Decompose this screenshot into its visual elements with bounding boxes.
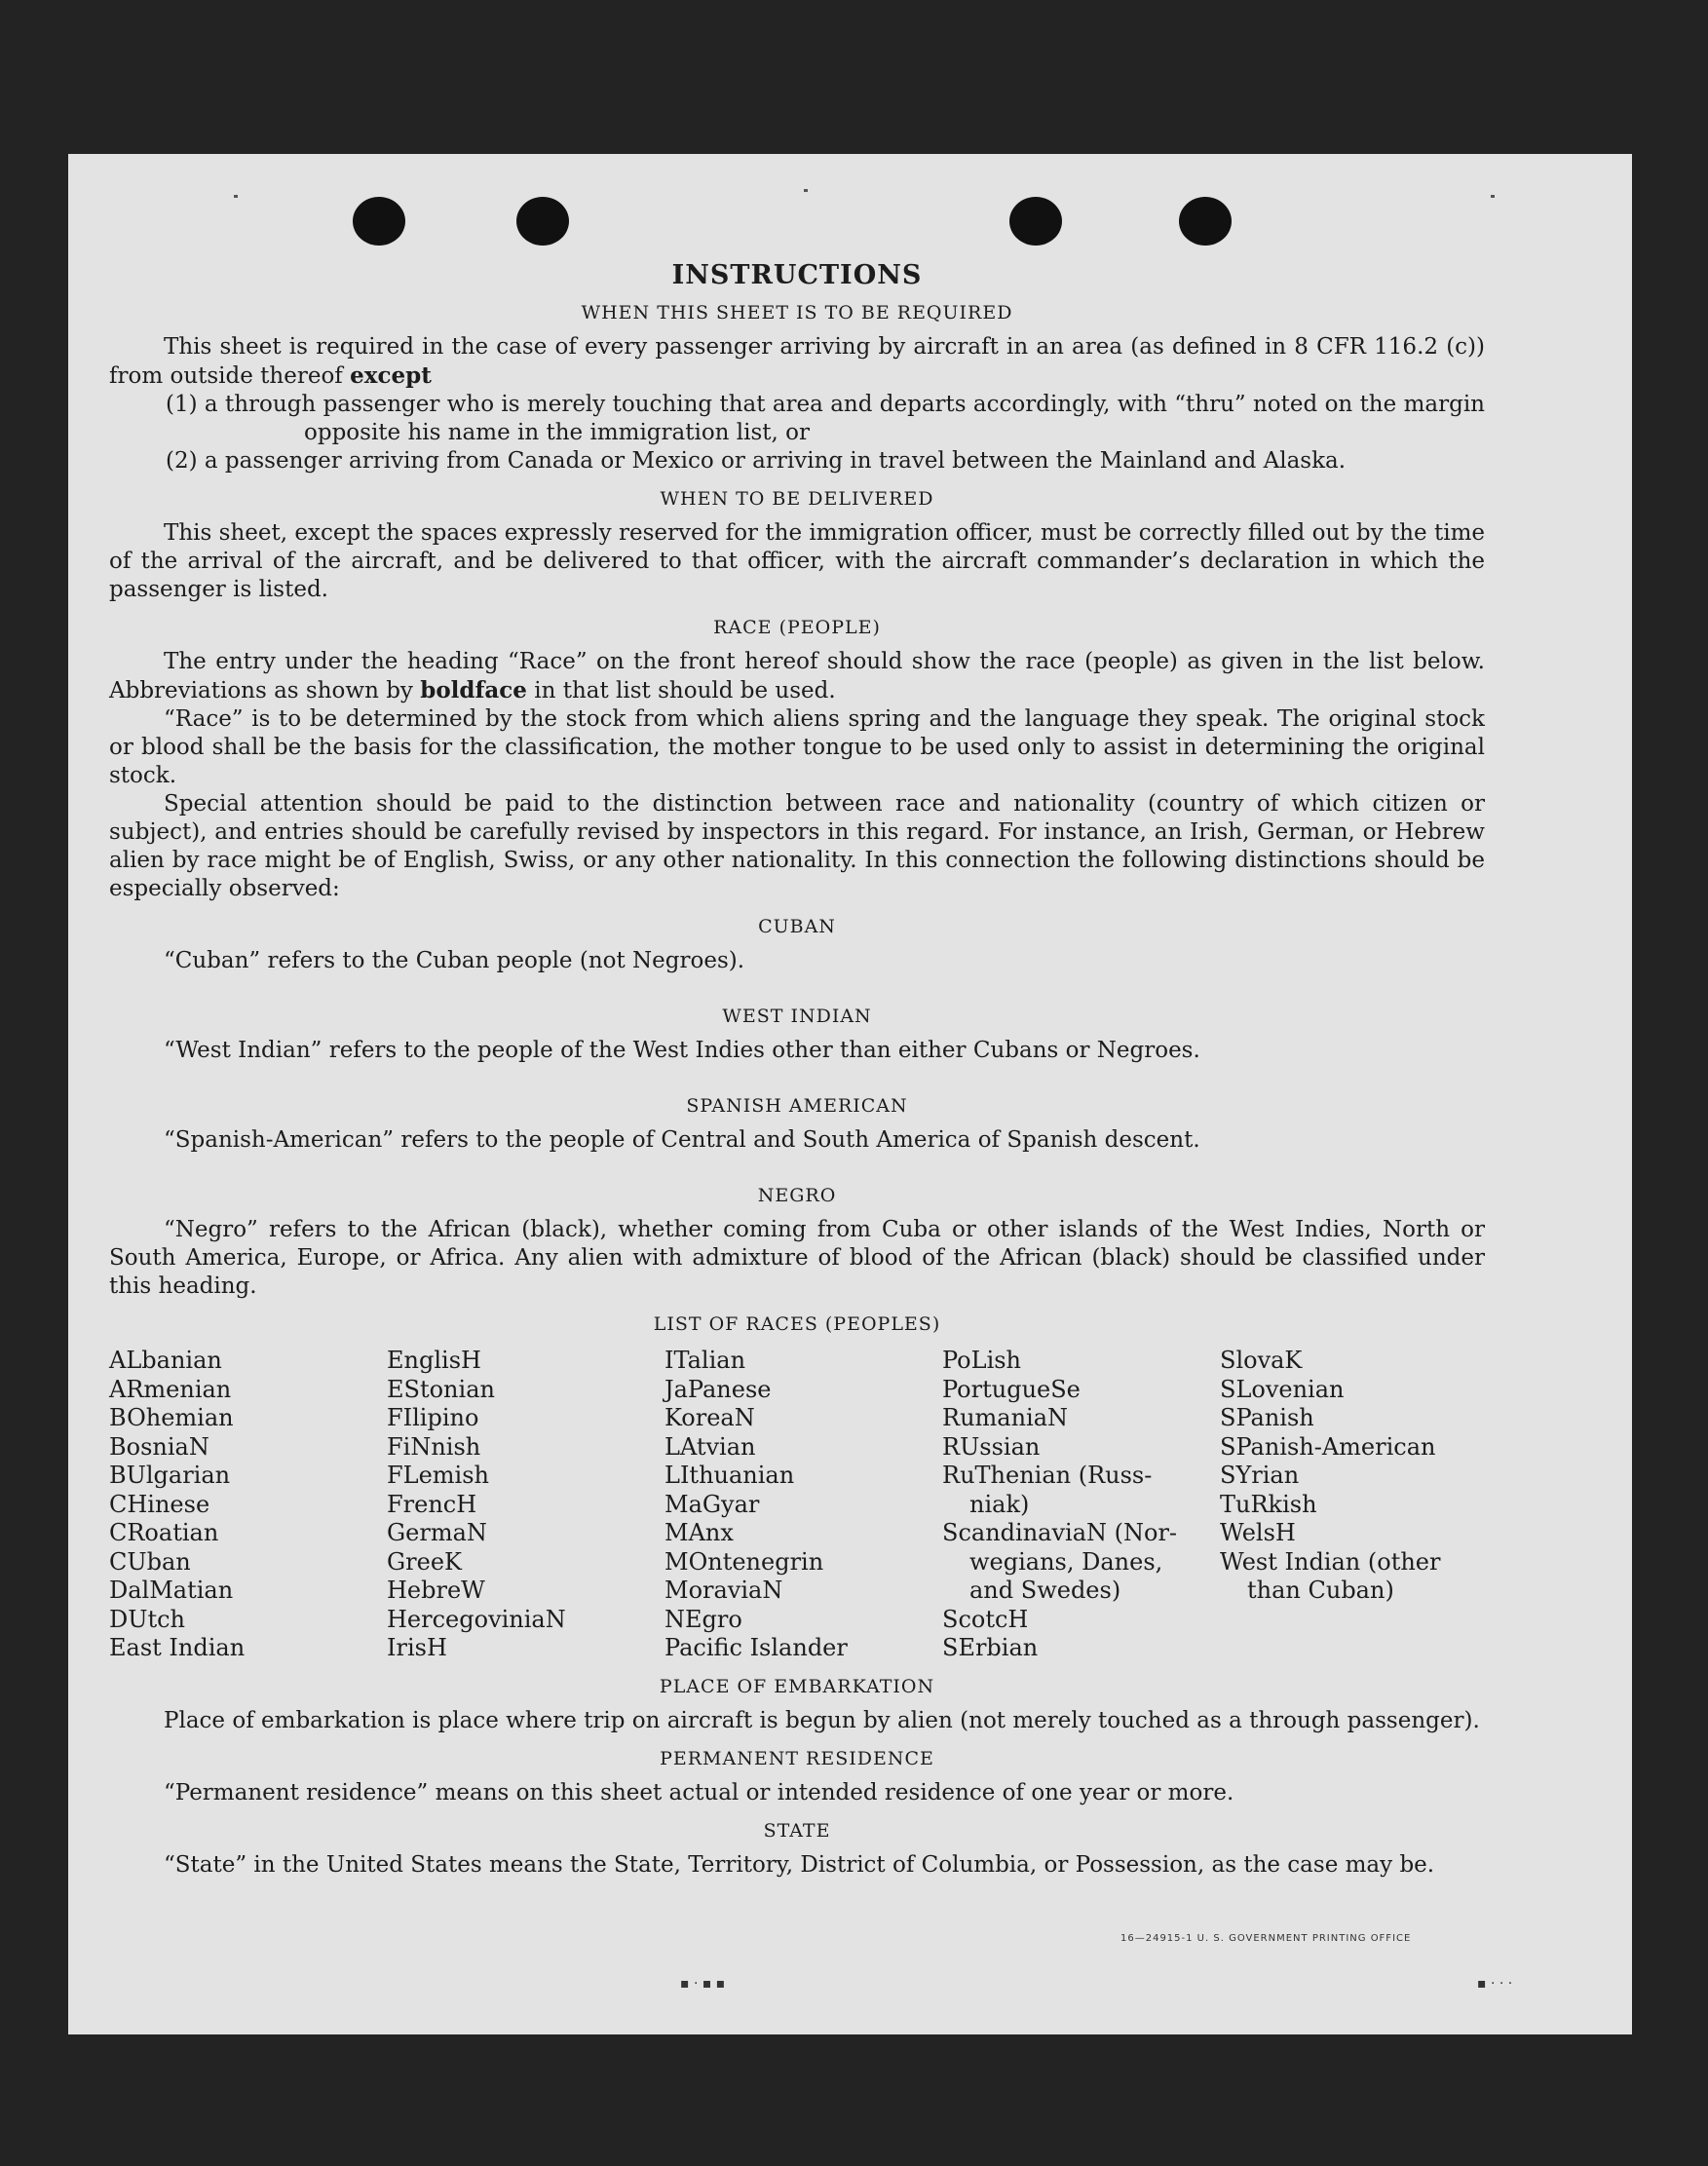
- race-item: CHinese: [109, 1490, 210, 1518]
- document-page: [68, 154, 1632, 2034]
- punch-hole: [353, 197, 405, 246]
- race-column: [1220, 1347, 1485, 1663]
- bottom-marks: ▪ · ▪ ▪: [680, 1976, 726, 1992]
- race-item: FLemish: [387, 1462, 489, 1489]
- paragraph: This sheet, except the spaces expressly reserved for the immigration officer, must be correctly filled out by the time of the arrival of the aircraft, and be delivered to that officer, with the aircraft commander’s declaration in which the passenger is listed.: [109, 520, 1485, 602]
- race-item: BOhemian: [109, 1404, 234, 1431]
- spacer: [109, 975, 1485, 993]
- race-item: IrisH: [387, 1634, 447, 1661]
- race-item: EStonian: [387, 1375, 495, 1403]
- paragraph: “Race” is to be determined by the stock from which aliens spring and the language they speak. The original stock or blood shall be the basis for the classification, the mother tongue to be used only to assist in determining the original stock.: [109, 706, 1485, 788]
- race-column: [109, 1347, 374, 1663]
- race-item: West Indian (other: [1220, 1547, 1441, 1576]
- paragraph: Place of embarkation is place where trip on aircraft is begun by alien (not merely touched as a through passenger).: [164, 1707, 1480, 1733]
- section-heading: NEGRO: [757, 1185, 837, 1206]
- section-heading: PERMANENT RESIDENCE: [660, 1747, 934, 1769]
- punch-hole: [1179, 197, 1232, 246]
- speck: [234, 195, 238, 198]
- paragraph: “West Indian” refers to the people of the West Indies other than either Cubans or Negroes.: [164, 1038, 1200, 1063]
- race-item: TuRkish: [1220, 1490, 1317, 1518]
- race-item: DUtch: [109, 1605, 186, 1633]
- race-item: MAnx: [664, 1519, 734, 1546]
- race-item: FiNnish: [387, 1432, 481, 1461]
- race-item: GreeK: [387, 1547, 462, 1576]
- section-heading: PLACE OF EMBARKATION: [659, 1675, 935, 1697]
- race-item: than Cuban): [1247, 1577, 1394, 1604]
- paragraph: “Permanent residence” means on this sheet actual or intended residence of one year or more.: [164, 1779, 1234, 1805]
- race-item: PortugueSe: [942, 1375, 1081, 1403]
- list-item: (2) a passenger arriving from Canada or Mexico or arriving in travel between the Mainland and Alaska.: [166, 448, 1347, 474]
- race-item: BosniaN: [109, 1432, 209, 1461]
- race-item: SPanish-American: [1220, 1432, 1436, 1461]
- section-heading: WEST INDIAN: [722, 1006, 872, 1027]
- text: in that list should be used.: [526, 678, 836, 703]
- race-item: SlovaK: [1220, 1347, 1303, 1374]
- race-item: SPanish: [1220, 1404, 1314, 1431]
- race-item: CUban: [109, 1547, 191, 1576]
- race-item: WelsH: [1220, 1519, 1296, 1546]
- paragraph: “State” in the United States means the State, Territory, District of Columbia, or Possession, as the case may be.: [164, 1851, 1435, 1878]
- race-item: Pacific Islander: [664, 1634, 848, 1661]
- race-item: EnglisH: [387, 1347, 481, 1374]
- race-item: BUlgarian: [109, 1462, 231, 1489]
- section-heading: WHEN TO BE DELIVERED: [660, 488, 934, 510]
- paragraph: “Cuban” refers to the Cuban people (not Negroes).: [164, 948, 745, 973]
- spacer: [109, 1065, 1485, 1083]
- bottom-marks: ▪ · · ·: [1477, 1976, 1513, 1992]
- race-item: FIlipino: [387, 1404, 479, 1431]
- race-item: RUssian: [942, 1432, 1041, 1461]
- race-item: RumaniaN: [942, 1404, 1069, 1431]
- bold-text: except: [350, 362, 432, 389]
- race-column: [942, 1347, 1207, 1663]
- race-item: MoraviaN: [664, 1577, 783, 1604]
- race-item: HebreW: [387, 1577, 485, 1604]
- race-item: JaPanese: [664, 1375, 772, 1403]
- race-item: SYrian: [1220, 1462, 1300, 1489]
- race-item: CRoatian: [109, 1519, 219, 1546]
- race-item: FrencH: [387, 1490, 477, 1518]
- race-item: MOntenegrin: [664, 1547, 824, 1576]
- race-item: and Swedes): [969, 1577, 1121, 1604]
- race-item: GermaN: [387, 1519, 487, 1546]
- speck: [804, 189, 808, 192]
- list-item: (1) a through passenger who is merely touching that area and departs accordingly, with “thru” noted on the margin opposite his name in the immigration list, or: [166, 392, 1485, 445]
- race-item: SLovenian: [1220, 1375, 1345, 1403]
- race-item: DalMatian: [109, 1577, 234, 1604]
- section-heading: SPANISH AMERICAN: [686, 1095, 908, 1117]
- race-item: RuThenian (Russ-: [942, 1462, 1153, 1489]
- race-column: [664, 1347, 930, 1663]
- punch-hole: [1009, 197, 1062, 246]
- race-item: ARmenian: [109, 1375, 232, 1403]
- paragraph: Special attention should be paid to the distinction between race and nationality (country of which citizen or subject), and entries should be carefully revised by inspectors in this regard. For instance, an Irish, German, or Hebrew alien by race might be of English, Swiss, or any other nationality. In this connection the following distinctions should be especially observed:: [109, 791, 1485, 901]
- race-list: [109, 1347, 1485, 1663]
- paragraph: [109, 648, 1485, 705]
- race-item: KoreaN: [664, 1404, 755, 1431]
- section-heading: RACE (PEOPLE): [713, 617, 881, 638]
- section-heading: CUBAN: [758, 916, 836, 937]
- page-title: INSTRUCTIONS: [671, 260, 923, 290]
- paragraph: “Negro” refers to the African (black), whether coming from Cuba or other islands of the West Indies, North or South America, Europe, or Africa. Any alien with admixture of blood of the African (black) should be classified under this heading.: [109, 1217, 1485, 1299]
- race-item: wegians, Danes,: [969, 1547, 1163, 1576]
- race-item: NEgro: [664, 1605, 742, 1633]
- spacer: [109, 1155, 1485, 1172]
- punch-hole: [516, 197, 569, 246]
- race-item: HercegoviniaN: [387, 1605, 566, 1633]
- race-item: MaGyar: [664, 1490, 760, 1518]
- section-heading: LIST OF RACES (PEOPLES): [653, 1313, 941, 1335]
- paragraph: [109, 333, 1485, 391]
- text: This sheet is required in the case of every passenger arriving by aircraft in an area (as defined in 8 CFR 116.2 (c)) from outside thereof: [109, 334, 1485, 389]
- printer-footer: 16—24915-1 U. S. GOVERNMENT PRINTING OFFICE: [1120, 1933, 1412, 1944]
- race-item: ITalian: [664, 1347, 746, 1374]
- instructions-body: [109, 261, 1485, 1880]
- race-item: PoLish: [942, 1347, 1022, 1374]
- text: The entry under the heading “Race” on the front hereof should show the race (people) as given in the list below. Abbreviations as shown by: [109, 649, 1485, 703]
- paragraph: “Spanish-American” refers to the people of Central and South America of Spanish descent.: [164, 1127, 1200, 1153]
- race-item: East Indian: [109, 1634, 246, 1661]
- race-item: ScandinaviaN (Nor-: [942, 1519, 1178, 1546]
- race-column: [387, 1347, 652, 1663]
- bold-text: boldface: [420, 677, 527, 703]
- section-heading: STATE: [763, 1819, 831, 1842]
- race-item: SErbian: [942, 1634, 1039, 1661]
- race-item: ScotcH: [942, 1605, 1029, 1633]
- race-item: LIthuanian: [664, 1462, 795, 1489]
- race-item: ALbanian: [109, 1347, 222, 1374]
- speck: [1491, 195, 1495, 198]
- section-heading: WHEN THIS SHEET IS TO BE REQUIRED: [581, 302, 1013, 323]
- race-item: LAtvian: [664, 1432, 756, 1461]
- race-item: niak): [969, 1490, 1030, 1518]
